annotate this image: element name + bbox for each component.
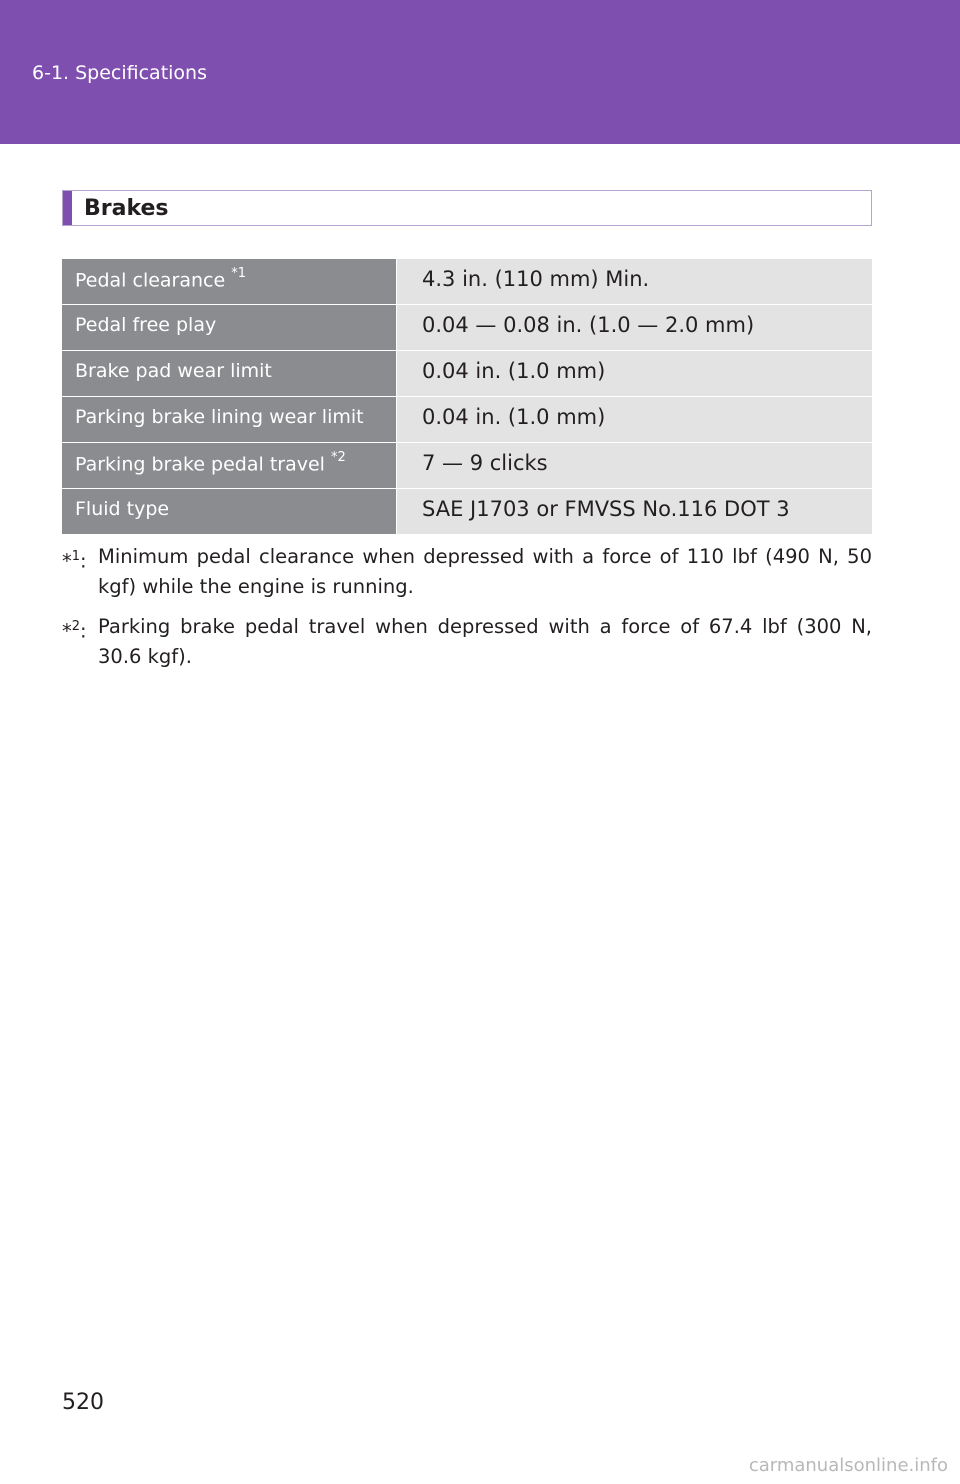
spec-label xyxy=(62,397,397,442)
footnote xyxy=(62,612,872,672)
footnote xyxy=(62,542,872,602)
spec-value: 0.04 in. (1.0 mm) xyxy=(397,351,872,396)
spec-value: 0.04 in. (1.0 mm) xyxy=(397,397,872,442)
spec-label xyxy=(62,489,397,534)
spec-label-text: Parking brake lining wear limit xyxy=(75,406,364,428)
table-row xyxy=(62,443,872,489)
spec-value: 7 — 9 clicks xyxy=(397,443,872,488)
page-number: 520 xyxy=(62,1390,104,1415)
table-row xyxy=(62,397,872,443)
spec-label xyxy=(62,259,397,304)
spec-label xyxy=(62,305,397,350)
footnote-text: Minimum pedal clearance when depressed with a force of 110 lbf (490 N, 50 kgf) while the engine is running. xyxy=(98,545,872,598)
table-row xyxy=(62,305,872,351)
footnote-ref: *2 xyxy=(330,450,346,465)
table-row xyxy=(62,489,872,535)
footnote-ref: *1 xyxy=(231,266,247,281)
spec-label-text: Pedal free play xyxy=(75,314,217,336)
spec-label-text: Fluid type xyxy=(75,498,170,520)
spec-label-text: Pedal clearance xyxy=(75,269,232,292)
table-row xyxy=(62,351,872,397)
section-title: Brakes xyxy=(84,196,169,221)
footnote-marker: *$^1$: xyxy=(62,549,87,573)
spec-value: 0.04 — 0.08 in. (1.0 — 2.0 mm) xyxy=(397,305,872,350)
spec-label-text: Brake pad wear limit xyxy=(75,360,272,382)
section-accent-stripe xyxy=(63,191,72,225)
spec-value: SAE J1703 or FMVSS No.116 DOT 3 xyxy=(397,489,872,534)
header-band xyxy=(0,0,960,144)
watermark: carmanualsonline.info xyxy=(748,1455,948,1476)
spec-label-text: Parking brake pedal travel xyxy=(75,453,331,476)
spec-value: 4.3 in. (110 mm) Min. xyxy=(397,259,872,304)
spec-label xyxy=(62,351,397,396)
footnote-text: Parking brake pedal travel when depressed with a force of 67.4 lbf (300 N, 30.6 kgf). xyxy=(98,615,872,668)
footnotes xyxy=(62,542,872,682)
section-heading-bar xyxy=(62,190,872,226)
section-reference: 6-1. Specifications xyxy=(32,62,207,84)
table-row xyxy=(62,259,872,305)
footnote-marker: *$^2$: xyxy=(62,619,87,643)
spec-label xyxy=(62,443,397,488)
brake-spec-table xyxy=(62,259,872,535)
